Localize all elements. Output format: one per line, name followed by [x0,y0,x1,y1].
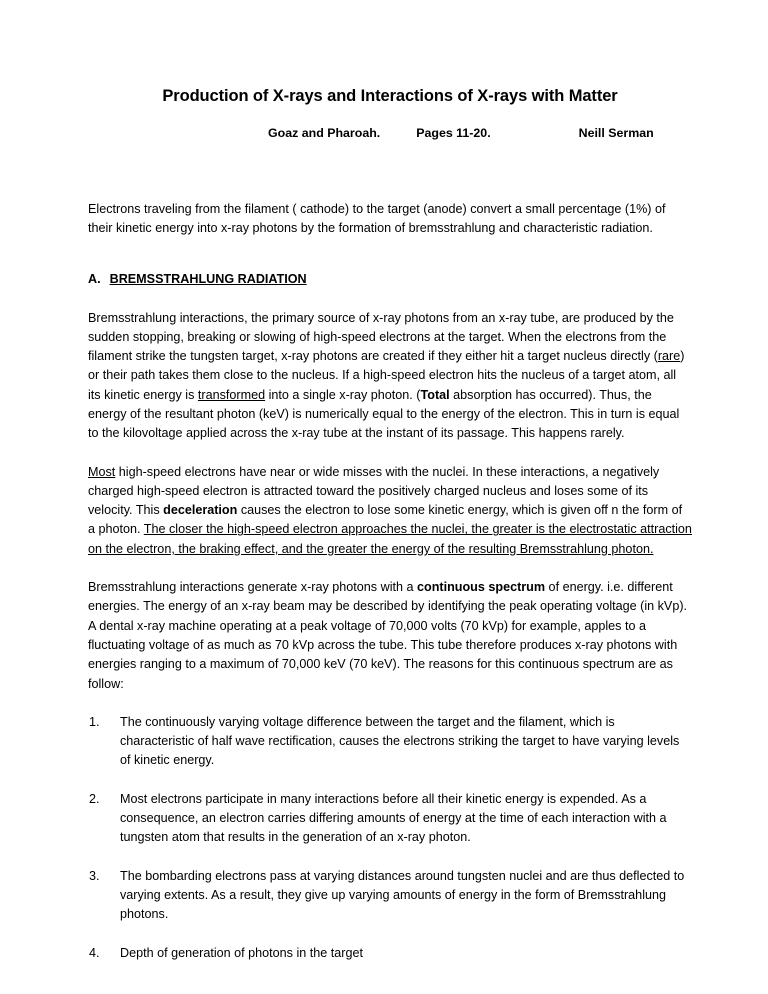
spacer-before-list [88,694,692,713]
list-item-number: 4. [89,945,100,960]
para2-part1: high-speed electrons have near or wide misses with the nuclei. In these interactions, a negatively charged high-speed electron is attracted toward the positively charged nucleus and loses some of its velocity. This [88,464,660,518]
spacer-intro [88,140,692,200]
list-item-number: 2. [89,791,100,806]
paragraph-bremsstrahlung-primary [88,309,692,444]
paragraph-continuous-spectrum [88,578,692,694]
byline-pages: Pages 11-20. [416,125,491,140]
spacer-before-para2 [88,444,692,463]
spacer-before-heading [88,238,692,270]
list-item-number: 1. [89,714,100,729]
para2-underline-most: Most [88,464,116,479]
para1-part1: Bremsstrahlung interactions, the primary source of x-ray photons from an x-ray tube, are produced by the sudden stopping, breaking or slowing of high-speed electrons at the target. When the electrons from the filament strike the tungsten target, x-ray photons are created if they either hit a target nucleus directly ( [88,310,674,364]
section-letter: A. [88,272,101,287]
para1-part3: into a single x-ray photon. ( [265,387,421,402]
para3-part2: of energy. i.e. different energies. The energy of an x-ray beam may be described by identifying the peak operating voltage (in kVp). A dental x-ray machine operating at a peak voltage of 70,000 volts (70 kVp) for example, apples to a fluctuating voltage of as much as 70 kVp across the tube. This tube therefore produces x-ray photons with energies ranging to a maximum of 70,000 keV (70 keV). The reasons for this continuous spectrum are as follow: [88,580,688,691]
list-item-text: Most electrons participate in many interactions before all their kinetic energy is expended. As a consequence, an electron carries differing amounts of energy at the time of each interaction with a tungsten atom that results in the generation of an x-ray photon. [120,791,667,845]
para1-part4: absorption has occurred). Thus, the energy of the resultant photon (keV) is numerically equal to the energy of the electron. This in turn is equal to the kilovoltage applied across the x-ray tube at the instant of its passage. This happens rarely. [88,387,680,441]
list-item-text: The bombarding electrons pass at varying distances around tungsten nuclei and are thus deflected to varying extents. As a result, they give up varying amounts of energy in the form of Bremsstrahlung photons. [120,868,685,922]
para1-part2: ) or their path takes them close to the nucleus. If a high-speed electron hits the nucleus of a target atom, all its kinetic energy is [88,349,685,402]
paragraph-near-wide-misses [88,463,692,559]
list-item-number: 3. [89,868,100,883]
list-item [88,944,692,963]
list-item-text: Depth of generation of photons in the target [120,945,363,960]
intro-paragraph: Electrons traveling from the filament ( cathode) to the target (anode) convert a small percentage (1%) of their kinetic energy into x-ray photons by the formation of bremsstrahlung and characteristic radiation. [88,201,666,235]
byline-authors: Goaz and Pharoah. [268,125,381,140]
page-title: Production of X-rays and Interactions of X-rays with Matter [162,87,618,105]
para2-bold-deceleration: deceleration [163,503,238,518]
para1-underline-rare: rare [657,349,681,364]
para1-underline-transformed: transformed [197,387,266,402]
list-item [88,867,692,925]
byline [88,107,692,140]
section-heading-text: BREMSSTRAHLUNG RADIATION [109,272,307,287]
para3-bold-continuous-spectrum: continuous spectrum [417,580,546,595]
reasons-list [88,713,692,963]
document-content [88,0,692,963]
byline-contributor: Neill Serman [578,125,654,140]
section-heading [88,270,692,289]
spacer-before-para1 [88,290,692,309]
list-item [88,713,692,771]
para2-underline-closer-sentence: The closer the high-speed electron approaches the nuclei, the greater is the electrostatic attraction on the electron, the braking effect, and the greater the energy of the resulting Bremsstrahlung photon. [88,522,692,556]
spacer-before-para3 [88,559,692,578]
list-item-text: The continuously varying voltage difference between the target and the filament, which is characteristic of half wave rectification, causes the electrons striking the target to have varying levels of kinetic energy. [120,714,680,768]
para1-bold-total: Total [420,387,450,402]
para2-part2: causes the electron to lose some kinetic energy, which is given off n the form of a photon. [88,503,683,537]
para3-part1: Bremsstrahlung interactions generate x-ray photons with a [88,580,418,595]
list-item [88,790,692,848]
